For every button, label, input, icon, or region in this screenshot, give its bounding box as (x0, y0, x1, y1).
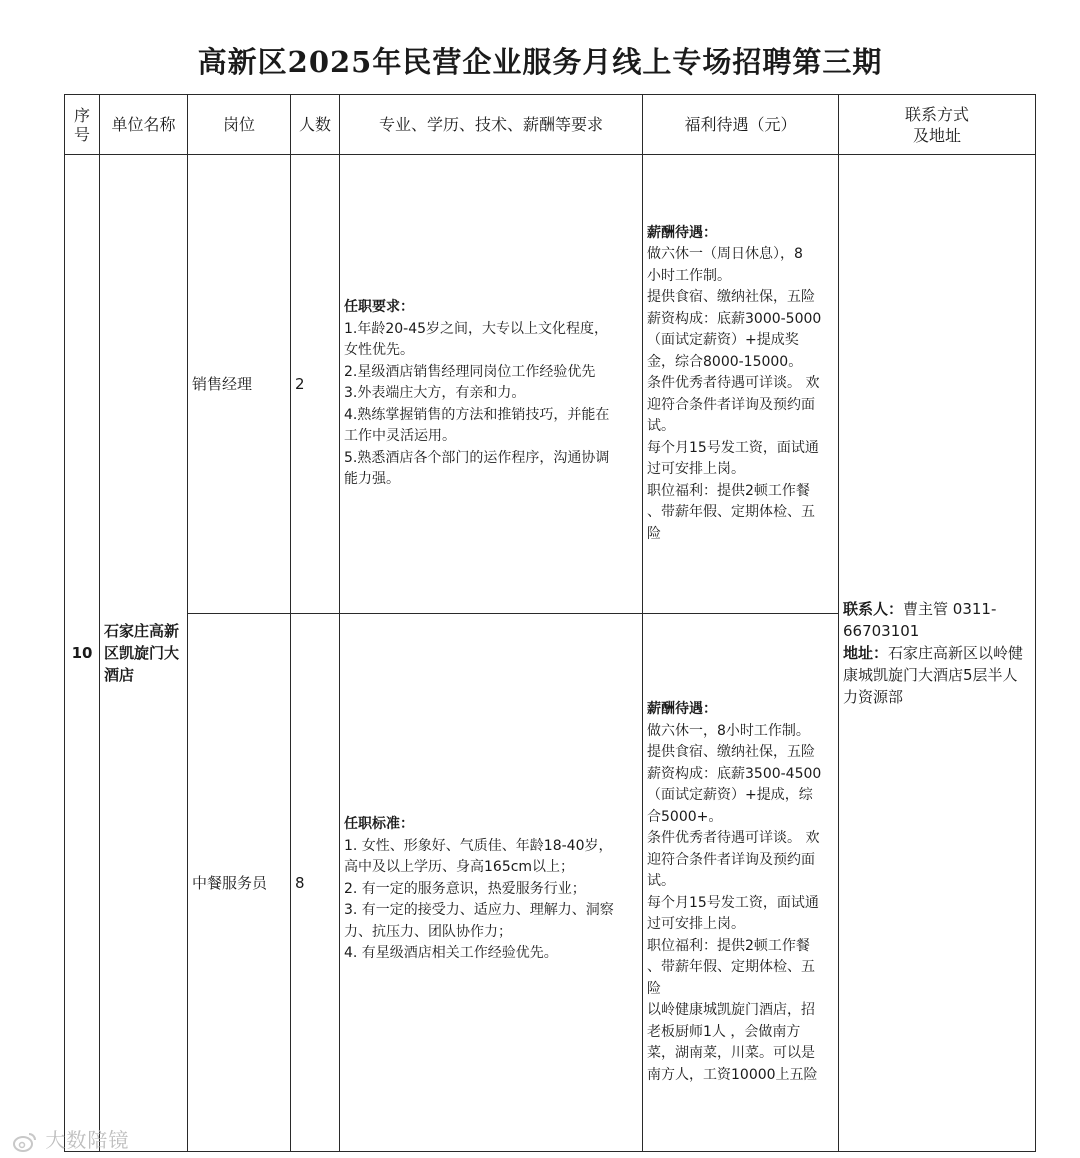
text-line: 2.星级酒店销售经理同岗位工作经验优先 (344, 363, 596, 380)
text-line: 以岭健康城凯旋门酒店，招 (647, 1002, 815, 1018)
text-line: 提供食宿、缴纳社保，五险 (647, 289, 815, 306)
requirements-title: 任职要求： (344, 299, 414, 316)
header-row (65, 95, 1036, 155)
text-line: 过可安排上岗。 (647, 916, 745, 932)
page-title: 高新区2025年民营企业服务月线上专场招聘第三期 (197, 45, 883, 79)
header-position: 岗位 (188, 95, 291, 155)
text-line: 3. 有一定的接受力、适应力、理解力、洞察 (344, 902, 614, 919)
text-line: （面试定薪资）+提成，综 (647, 787, 813, 803)
watermark-text: 大数陪镜 (45, 1128, 130, 1152)
text-line: 1.年龄20-45岁之间，大专以上文化程度， (344, 320, 609, 337)
job-benefits (643, 614, 839, 1152)
text-line: （面试定薪资）+提成奖 (647, 332, 799, 349)
header-seq: 序号 (65, 95, 100, 155)
text-line: 老板厨师1人 ，会做南方 (647, 1023, 801, 1040)
benefits-lines (647, 721, 834, 1087)
text-line: 险 (647, 525, 661, 542)
text-line: 小时工作制。 (647, 267, 731, 284)
header-contact: 联系方式 及地址 (839, 95, 1036, 155)
requirements-lines (344, 319, 638, 491)
text-line: 3.外表端庄大方，有亲和力。 (344, 385, 526, 402)
text-line: 提供食宿、缴纳社保，五险 (647, 744, 815, 760)
text-line: 合5000+。 (647, 808, 723, 825)
text-line: 、带薪年假、定期体检、五 (647, 959, 815, 975)
text-line: 南方人，工资10000上五险 (647, 1066, 818, 1083)
header-requirements: 专业、学历、技术、薪酬等要求 (340, 95, 643, 155)
benefits-lines (647, 244, 834, 545)
text-line: 2. 有一定的服务意识，热爱服务行业； (344, 880, 586, 897)
weibo-logo-icon (12, 1131, 38, 1153)
table-row (65, 155, 1036, 614)
job-position: 中餐服务员 (188, 614, 291, 1152)
text-line: 能力强。 (344, 471, 400, 488)
benefits-title: 薪酬待遇： (647, 224, 717, 241)
text-line: 职位福利：提供2顿工作餐 (647, 482, 810, 499)
text-line: 试。 (647, 873, 675, 889)
text-line: 险 (647, 980, 661, 997)
text-line: 迎符合条件者详询及预约面 (647, 396, 815, 413)
benefits-title: 薪酬待遇： (647, 701, 717, 717)
job-requirements (340, 614, 643, 1152)
text-line: 条件优秀者待遇可详谈。 欢 (647, 375, 820, 392)
header-benefits: 福利待遇（元） (643, 95, 839, 155)
text-line: 做六休一，8小时工作制。 (647, 722, 810, 739)
recruitment-table (64, 94, 1036, 1152)
text-line: 高中及以上学历、身高165cm以上； (344, 859, 575, 876)
entry-seq: 10 (65, 155, 100, 1152)
job-requirements (340, 155, 643, 614)
text-line: 每个月15号发工资，面试通 (647, 439, 819, 456)
text-line: 菜，湖南菜，川菜。可以是 (647, 1045, 815, 1061)
contact-person: 联系人：曹主管 0311-66703101 (843, 600, 997, 640)
header-company: 单位名称 (100, 95, 188, 155)
text-line: 职位福利：提供2顿工作餐 (647, 937, 810, 954)
job-count: 8 (291, 614, 340, 1152)
text-line: 1. 女性、形象好、气质佳、年龄18-40岁， (344, 837, 613, 854)
text-line: 、带薪年假、定期体检、五 (647, 504, 815, 521)
text-line: 金，综合8000-15000。 (647, 353, 803, 370)
job-benefits (643, 155, 839, 614)
header-count: 人数 (291, 95, 340, 155)
text-line: 力、抗压力、团队协作力； (344, 923, 512, 940)
text-line: 4. 有星级酒店相关工作经验优先。 (344, 945, 558, 962)
text-line: 薪资构成：底薪3500-4500 (647, 765, 822, 782)
job-count: 2 (291, 155, 340, 614)
entry-contact (839, 155, 1036, 1152)
text-line: 试。 (647, 418, 675, 435)
text-line: 每个月15号发工资，面试通 (647, 894, 819, 911)
text-line: 5.熟悉酒店各个部门的运作程序，沟通协调 (344, 449, 610, 466)
text-line: 工作中灵活运用。 (344, 428, 456, 445)
job-position: 销售经理 (188, 155, 291, 614)
entry-company: 石家庄高新区凯旋门大酒店 (100, 155, 188, 1152)
text-line: 做六休一（周日休息），8 (647, 246, 803, 263)
text-line: 女性优先。 (344, 342, 414, 359)
text-line: 4.熟练掌握销售的方法和推销技巧，并能在 (344, 406, 610, 423)
text-line: 条件优秀者待遇可详谈。 欢 (647, 830, 820, 846)
requirements-title: 任职标准： (344, 816, 414, 833)
contact-address: 地址：石家庄高新区以岭健康城凯旋门大酒店5层半人力资源部 (843, 644, 1024, 706)
text-line: 迎符合条件者详询及预约面 (647, 851, 815, 868)
requirements-lines (344, 836, 638, 965)
text-line: 薪资构成：底薪3000-5000 (647, 310, 822, 327)
text-line: 过可安排上岗。 (647, 461, 745, 478)
watermark (12, 1124, 129, 1153)
